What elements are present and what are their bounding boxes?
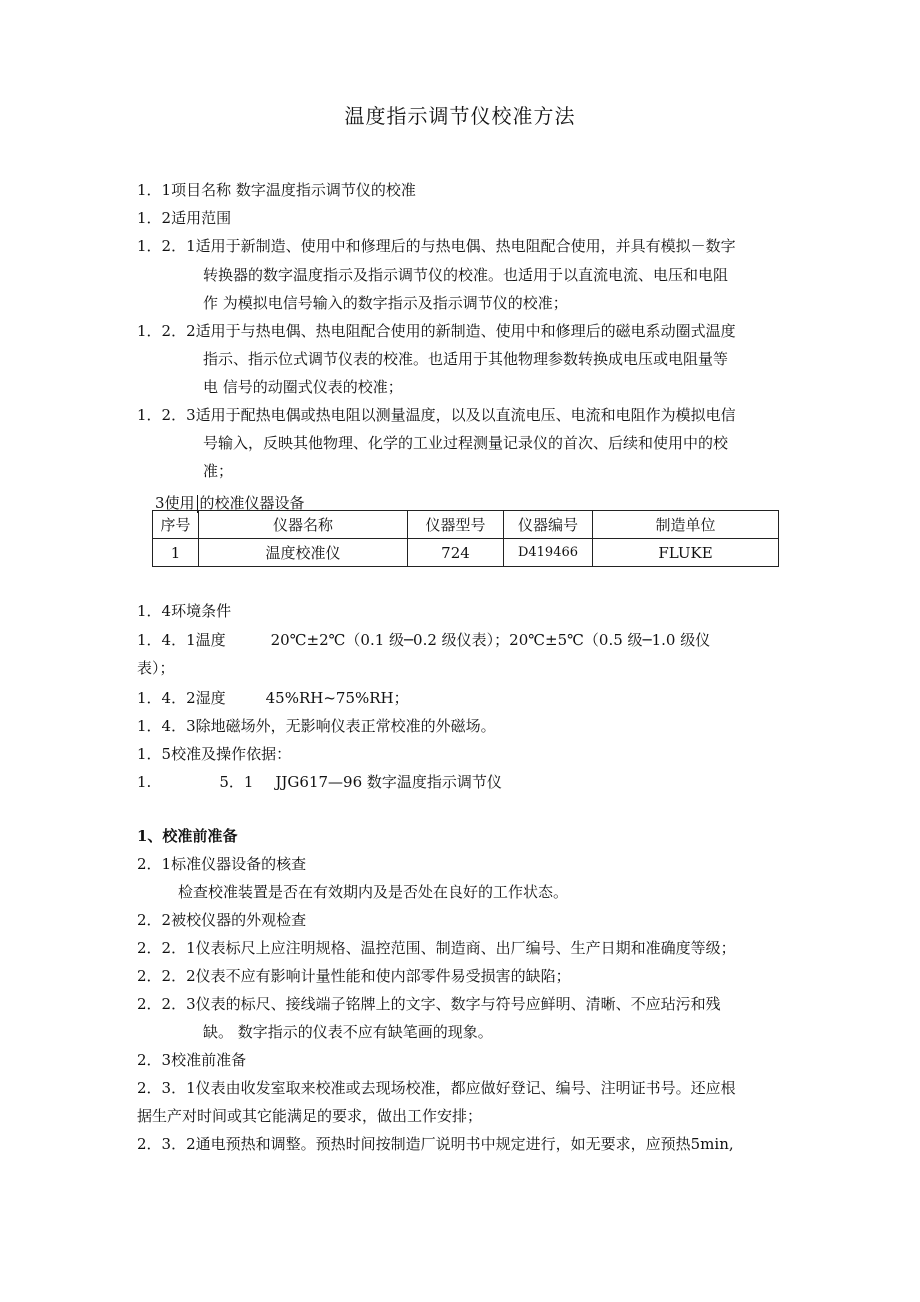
item-1-2: 1．2适用范围 [137,209,232,227]
item-1-5-1 [137,772,502,792]
item-1-2-3-line1: 1．2．3适用于配热电偶或热电阻以测量温度，以及以直流电压、电流和电阻作为模拟电信 [137,406,736,424]
item-2-3-2: 2．3．2通电预热和调整。预热时间按制造厂说明书中规定进行，如无要求，应预热5min, [137,1135,734,1153]
item-2-1-text: 检查校准装置是否在有效期内及是否处在良好的工作状态。 [178,883,569,901]
table-cell: 温度校准仪 [199,539,408,567]
header-cell: 序号 [153,511,199,539]
item-2-1: 2．1标准仪器设备的核查 [137,855,307,873]
item-2-2-2: 2．2．2仪表不应有影响计量性能和使内部零件易受损害的缺陷； [137,967,571,985]
item-1-4: 1．4环境条件 [137,602,232,620]
item-1-5-1-number: 5．1 [219,773,254,791]
item-1-4-1-value: 20℃±2℃（0.1 级─0.2 级仪表）；20℃±5℃（0.5 级─1.0 级仪 [270,631,711,649]
instrument-table [152,510,779,567]
table-row [153,539,779,567]
item-1-4-2 [137,688,409,708]
item-2-2-3-line2: 缺。 数字指示的仪表不应有缺笔画的现象。 [203,1023,493,1041]
item-1-4-3: 1．4．3除地磁场外，无影响仪表正常校准的外磁场。 [137,717,496,735]
section-heading-1: 1、校准前准备 [137,827,238,845]
item-1-2-1-line1: 1．2．1适用于新制造、使用中和修理后的与热电偶、热电阻配合使用，并具有模拟－数字 [137,237,736,255]
item-1-4-1 [137,630,710,650]
item-1-2-2-line1: 1．2．2适用于与热电偶、热电阻配合使用的新制造、使用中和修理后的磁电系动圈式温度 [137,322,736,340]
document-title: 温度指示调节仪校准方法 [344,104,576,128]
item-1-4-2-label: 1．4．2湿度 [137,689,226,707]
table-cell: D419466 [504,539,593,567]
item-1-1: 1．1项目名称 数字温度指示调节仪的校准 [137,181,416,199]
item-2-2-3-line1: 2．2．3仪表的标尺、接线端子铭牌上的文字、数字与符号应鲜明、清晰、不应玷污和残 [137,995,721,1013]
item-1-5-1-prefix: 1. [137,773,152,791]
item-1-2-2-line3: 电 信号的动圈式仪表的校准； [203,378,403,396]
item-2-3: 2．3校准前准备 [137,1051,247,1069]
table-cell: 724 [408,539,504,567]
item-1-4-2-value: 45%RH~75%RH； [265,689,409,707]
header-cell: 仪器型号 [408,511,504,539]
item-1-4-1-line2: 表）； [137,659,175,677]
table-cell: 1 [153,539,199,567]
table-caption-text: 的校准仪器设备 [199,494,305,512]
table-header-row [153,511,779,539]
item-1-2-2-line2: 指示、指示位式调节仪表的校准。也适用于其他物理参数转换成电压或电阻量等 [203,350,729,368]
item-1-4-1-label: 1．4．1温度 [137,631,226,649]
item-2-2: 2．2被校仪器的外观检查 [137,911,307,929]
item-1-2-3-line3: 准； [203,462,234,480]
item-1-5-1-text: JJG617—96 数字温度指示调节仪 [275,773,502,791]
item-2-2-1: 2．2．1仪表标尺上应注明规格、温控范围、制造商、出厂编号、生产日期和准确度等级； [137,939,736,957]
table-caption-prefix: 3使用 [155,494,195,512]
item-2-3-1-line2: 据生产对时间或其它能满足的要求，做出工作安排； [137,1107,483,1125]
header-cell: 仪器编号 [504,511,593,539]
item-2-3-1-line1: 2．3．1仪表由收发室取来校准或去现场校准，都应做好登记、编号、注明证书号。还应根 [137,1079,736,1097]
item-1-5: 1．5校准及操作依据： [137,745,292,763]
header-cell: 制造单位 [593,511,779,539]
item-1-2-3-line2: 号输入，反映其他物理、化学的工业过程测量记录仪的首次、后续和使用中的校 [203,434,729,452]
item-1-2-1-line3: 作 为模拟电信号输入的数字指示及指示调节仪的校准； [203,294,568,312]
table-cell: FLUKE [593,539,779,567]
header-cell: 仪器名称 [199,511,408,539]
item-1-2-1-line2: 转换器的数字温度指示及指示调节仪的校准。也适用于以直流电流、电压和电阻 [203,266,729,284]
